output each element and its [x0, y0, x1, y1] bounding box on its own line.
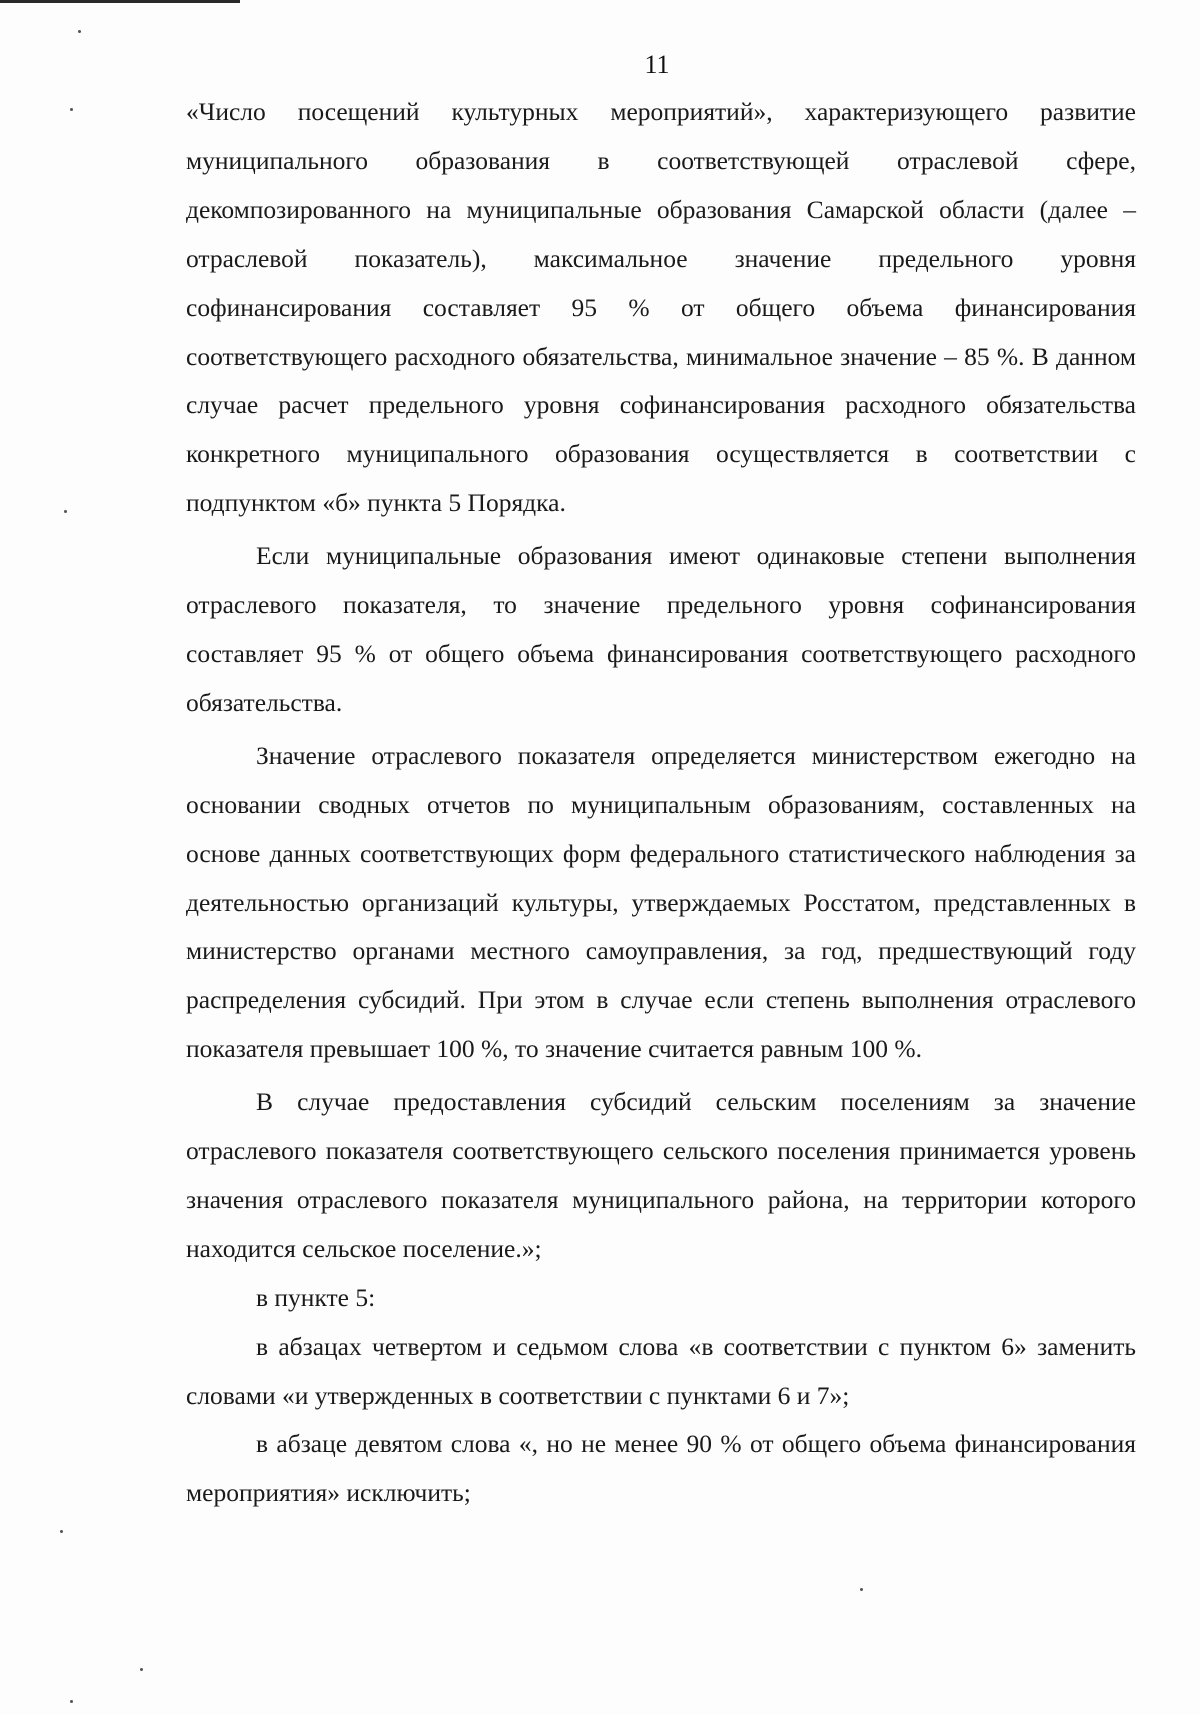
paragraph-4: В случае предоставления субсидий сельским поселениям за значение отраслевого показателя соответствующего сельского поселения принимается уровень значения отраслевого показателя муниципального района, на территории которого находится сельское поселение.»; [186, 1087, 1136, 1263]
paragraph-2: Если муниципальные образования имеют одинаковые степени выполнения отраслевого показателя, то значение предельного уровня софинансирования составляет 95 % от общего объема финансирования соответствующего расходного обязательства. [186, 541, 1136, 717]
scan-speck [70, 1700, 73, 1703]
scan-speck [860, 1588, 863, 1591]
paragraph-3: Значение отраслевого показателя определяется министерством ежегодно на основании сводных отчетов по муниципальным образованиям, составленных на основе данных соответствующих форм федерального статистического наблюдения за деятельностью организаций культуры, утверждаемых Росстатом, представленных в министерство органами местного самоуправления, за год, предшествующий году распределения субсидий. При этом в случае если степень выполнения отраслевого показателя превышает 100 %, то значение считается равным 100 %. [186, 740, 1136, 1064]
scan-edge-mark [0, 0, 240, 3]
scan-speck [64, 510, 67, 513]
page-number: 11 [644, 50, 670, 79]
paragraph-6: в абзацах четвертом и седьмом слова «в соответствии с пунктом 6» заменить словами «и утвержденных в соответствии с пунктами 6 и 7»; [186, 1331, 1136, 1410]
paragraph-1: «Число посещений культурных мероприятий», характеризующего развитие муниципального образования в соответствующей отраслевой сфере, декомпозированного на муниципальные образования Самарской области (далее – отраслевой показатель), максимальное значение предельного уровня софинансирования составляет 95 % от общего объема финансирования соответствующего расходного обязательства, минимальное значение – 85 %. В данном случае расчет предельного уровня софинансирования расходного обязательства конкретного муниципального образования осуществляется в соответствии с подпунктом «б» пункта 5 Порядка. [186, 97, 1136, 518]
paragraph-5: в пункте 5: [256, 1282, 376, 1312]
scan-speck [140, 1668, 143, 1671]
scan-speck [78, 30, 81, 33]
scan-speck [70, 108, 73, 111]
paragraph-7: в абзаце девятом слова «, но не менее 90 % от общего объема финансирования мероприятия» исключить; [186, 1429, 1136, 1508]
scan-speck [60, 1530, 63, 1533]
document-body [186, 88, 1136, 1518]
